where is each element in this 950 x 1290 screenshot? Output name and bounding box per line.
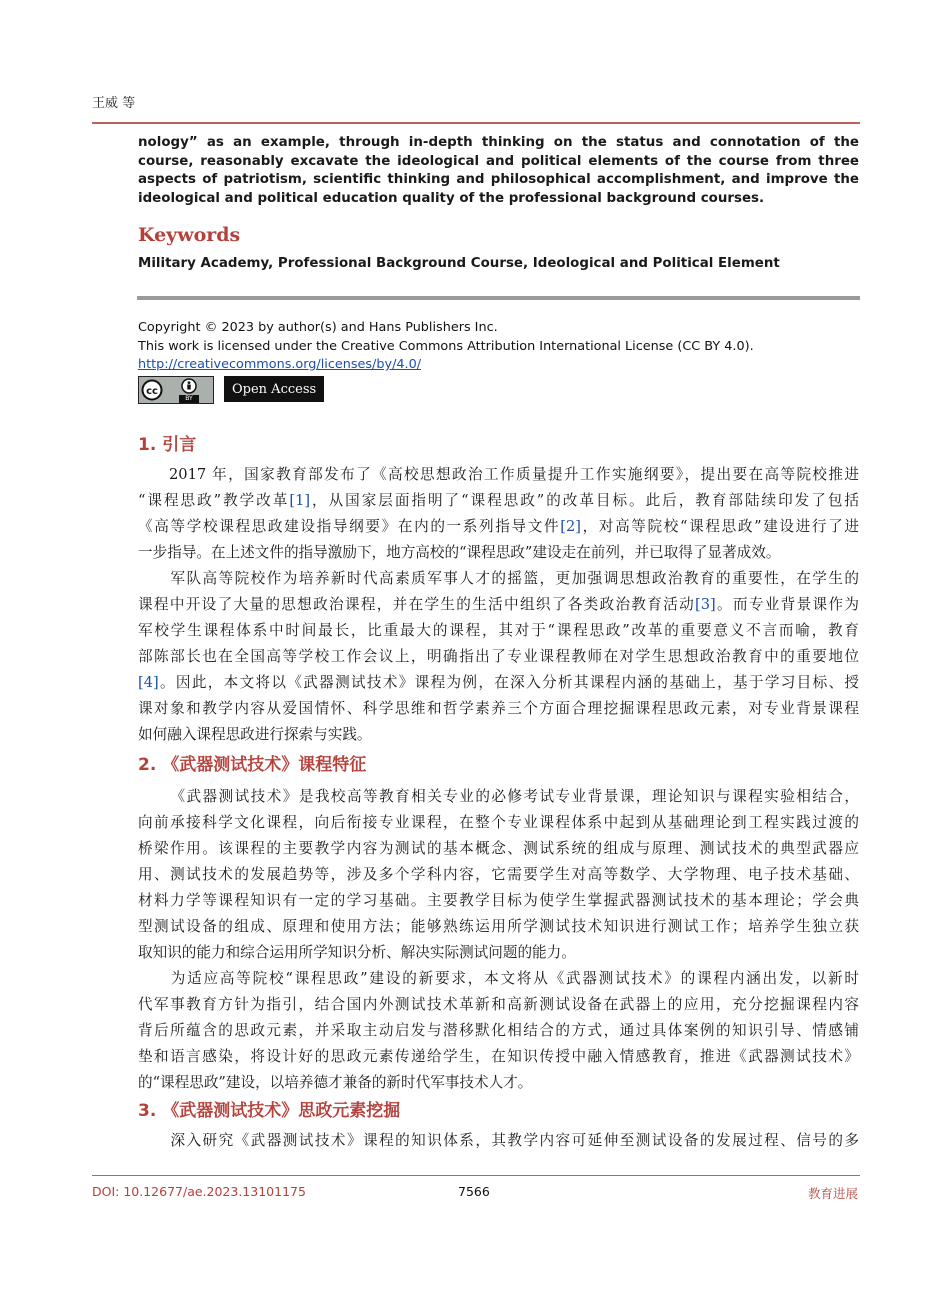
- section-3-title: 3. 《武器测试技术》思政元素挖掘: [138, 1101, 401, 1121]
- keywords-heading: Keywords: [138, 224, 241, 246]
- cc-by-label: BY: [179, 395, 198, 403]
- section-1-paragraph-1: 2017 年，国家教育部发布了《高校思想政治工作质量提升工作实施纲要》，提出要在高等院校推进 “课程思政”教学改革[1]，从国家层面指明了“课程思政”的改革目标。此后，教育部陆续印发了包括 《高等学校课程思政建设指导纲要》在内的一系列指导文件[2]，对高等院校“课程思政”建设进行了进 一步指导。在上述文件的指导激励下，地方高校的“课程思政”建设走在前列，并已取得了显著成效。: [138, 466, 859, 561]
- journal-name: 教育进展: [807, 1186, 858, 1201]
- footer-doi: DOI: 10.12677/ae.2023.13101175: [92, 1184, 306, 1199]
- license-badges: [138, 376, 324, 404]
- section-2-title: 2. 《武器测试技术》课程特征: [138, 755, 367, 775]
- citation-4[interactable]: [4]: [138, 674, 159, 691]
- cc-by-badge[interactable]: [138, 376, 214, 404]
- running-head-author: 王威 等: [92, 96, 136, 111]
- citation-2[interactable]: [2]: [560, 518, 581, 535]
- abstract-continuation: nology” as an example, through in-depth thinking on the status and connotation of the course, reasonably excavate the ideological and political elements of the course from three aspects of patriotism, scientific thinking and philosophical accomplishment, and improve the ideological and political education quality of the professional background courses.: [138, 135, 859, 206]
- section-2-paragraph-1: 《武器测试技术》是我校高等教育相关专业的必修考试专业背景课，理论知识与课程实验相结合， 向前承接科学文化课程，向后衔接专业课程，在整个专业课程体系中起到从基础理论到工程实践过渡的 桥梁作用。该课程的主要教学内容为测试的基本概念、测试系统的组成与原理、测试技术的典型武器应 用、测试技术的发展趋势等，涉及多个学科内容，它需要学生对高等数学、大学物理、电子技术基础、 材料力学等课程知识有一定的学习基础。主要教学目标为使学生掌握武器测试技术的基本理论；学会典 型测试设备的组成、原理和使用方法；能够熟练运用所学测试技术知识进行测试工作；培养学生独立获 取知识的能力和综合运用所学知识分析、解决实际测试问题的能力。: [138, 788, 859, 961]
- svg-text:cc: cc: [146, 386, 158, 397]
- open-access-badge[interactable]: Open Access: [224, 376, 324, 402]
- cc-icon: [139, 377, 165, 403]
- page-number: 7566: [458, 1184, 490, 1199]
- copyright-line: Copyright © 2023 by author(s) and Hans Publishers Inc.: [138, 320, 498, 335]
- section-1-paragraph-2: 军队高等院校作为培养新时代高素质军事人才的摇篮，更加强调思想政治教育的重要性，在学生的 课程中开设了大量的思想政治课程，并在学生的生活中组织了各类政治教育活动[3]。而专业背景课作为 军校学生课程体系中时间最长，比重最大的课程，其对于“课程思政”改革的重要意义不言而喻，教育 部陈部长也在全国高等学校工作会议上，明确指出了专业课程教师在对学生思想政治教育中的重要地位 [4]。因此，本文将以《武器测试技术》课程为例，在深入分析其课程内涵的基础上，基于学习目标、授 课对象和教学内容从爱国情怀、科学思维和哲学素养三个方面合理挖掘课程思政元素，对专业背景课程 如何融入课程思政进行探索与实践。: [138, 570, 859, 743]
- footer-rule: [92, 1175, 860, 1176]
- section-divider: [137, 296, 860, 300]
- copyright-block: [138, 319, 754, 375]
- attribution-person-icon: [181, 378, 197, 394]
- section-2-paragraph-2: 为适应高等院校“课程思政”建设的新要求，本文将从《武器测试技术》的课程内涵出发，以新时 代军事教育方针为指引，结合国内外测试技术革新和高新测试设备在武器上的应用，充分挖掘课程内容 背后所蕴含的思政元素，并采取主动启发与潜移默化相结合的方式，通过具体案例的知识引导、情感铺 垫和语言感染，将设计好的思政元素传递给学生，在知识传授中融入情感教育，推进《武器测试技术》 的“课程思政”建设，以培养德才兼备的新时代军事技术人才。: [138, 970, 859, 1091]
- section-1-title: 1. 引言: [138, 435, 197, 455]
- citation-1[interactable]: [1]: [289, 492, 311, 509]
- license-link[interactable]: http://creativecommons.org/licenses/by/4.0/: [138, 357, 422, 372]
- section-3-paragraph-1: 深入研究《武器测试技术》课程的知识体系，其教学内容可延伸至测试设备的发展过程、信号的多: [169, 1132, 859, 1149]
- keywords-text: Military Academy, Professional Background Course, Ideological and Political Element: [138, 256, 780, 271]
- license-line: This work is licensed under the Creative Commons Attribution International License (CC BY 4.0).: [138, 338, 754, 354]
- header-rule: [92, 122, 860, 124]
- citation-3[interactable]: [3]: [695, 596, 716, 613]
